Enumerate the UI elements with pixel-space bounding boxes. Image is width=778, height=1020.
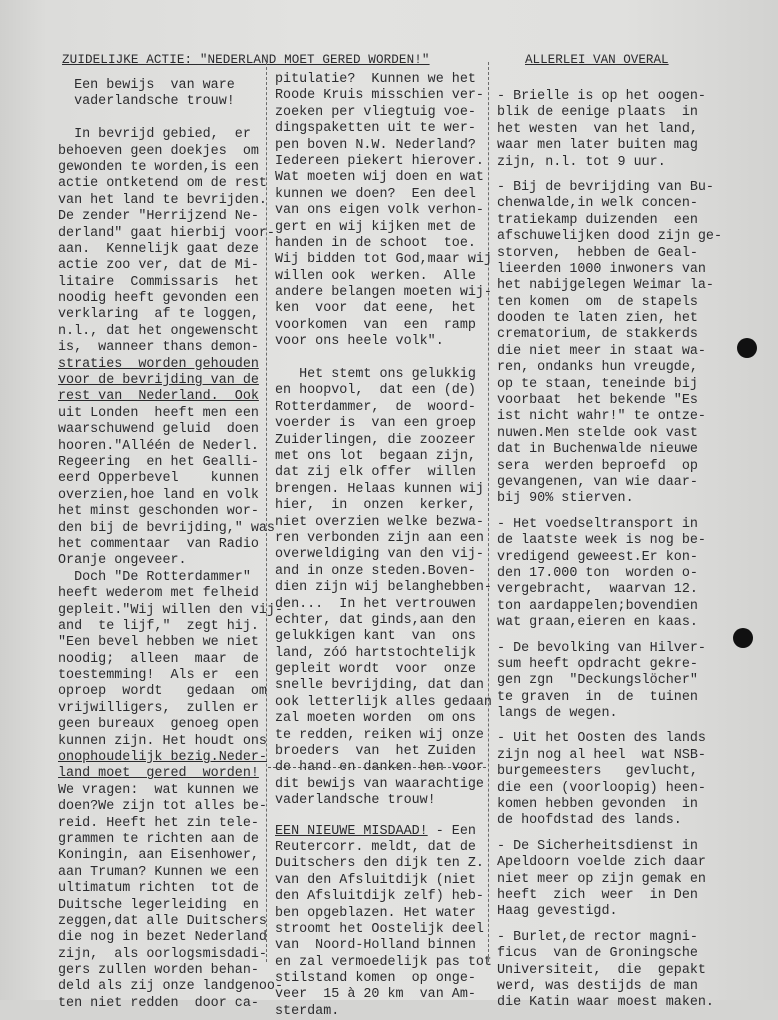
text-line: ren verbonden zijn aan een	[275, 530, 484, 546]
text-line: Doch "De Rotterdammer"	[58, 569, 251, 585]
text-line: Duitschers den dijk ten Z.	[275, 856, 484, 872]
text-line: gen zgn "Deckungslöcher"	[497, 673, 698, 689]
text-line: onophoudelijk bezig.Neder-	[58, 750, 267, 766]
text-line: niet meer op zijn gemak en	[497, 871, 706, 887]
text-line: Apeldoorn voelde zich daar	[497, 855, 706, 871]
text-line: actie ontketend om de rest	[58, 176, 267, 192]
text-line: en zal vermoedelijk pas tot	[275, 954, 492, 970]
text-line: rest van Nederland. Ook	[58, 389, 259, 405]
text-line: het commentaar van Radio	[58, 536, 259, 552]
text-line: voorbaat het bekende "Es	[497, 393, 698, 409]
text-line: de hoofdstad des lands.	[497, 813, 682, 829]
story-first-line	[275, 824, 490, 840]
text-line: Reutercorr. meldt, dat de	[275, 839, 476, 855]
text-line: voerder is van een groep	[275, 416, 476, 432]
text-line: ken voor dat eene, het	[275, 301, 476, 317]
text-line: afschuwelijken dood zijn ge-	[497, 229, 722, 245]
text-line: Iedereen piekert hierover.	[275, 153, 484, 169]
text-line: vergebracht, waarvan 12.	[497, 582, 698, 598]
spacer	[497, 508, 742, 517]
text-line	[275, 351, 490, 367]
text-line: komen hebben gevonden in	[497, 797, 698, 813]
text-line: Regeering en het Gealli-	[58, 454, 259, 470]
text-line: grammen te richten aan de	[58, 831, 259, 847]
text-line: zijn nog al heel wat NSB-	[497, 747, 706, 763]
news-item	[497, 89, 742, 171]
text-line: dingspaketten uit te wer-	[275, 121, 476, 137]
text-line: werd, was destijds de man	[497, 978, 698, 994]
text-line: die nog in bezet Nederland	[58, 930, 267, 946]
text-line: We vragen: wat kunnen we	[58, 782, 259, 798]
text-line: ten niet redden door ca-	[58, 995, 259, 1011]
spacer	[497, 722, 742, 731]
text-line: tratiekamp duizenden een	[497, 212, 698, 228]
text-line: brengen. Helaas kunnen wij	[275, 481, 484, 497]
text-line: Haag gevestigd.	[497, 904, 618, 920]
text-line: zal moeten worden om ons	[275, 711, 476, 727]
text-line: heeft wederom met felheid	[58, 586, 259, 602]
text-line: sterdam.	[275, 1003, 340, 1019]
text-line: den bij de bevrijding," was	[58, 520, 275, 536]
text-line: te redden, reiken wij onze	[275, 727, 484, 743]
text-line: het nabijgelegen Weimar la-	[497, 278, 714, 294]
text-line: reid. Heeft het zin tele-	[58, 815, 259, 831]
text-line: blik de eenige plaats in	[497, 105, 698, 121]
text-line: dooden te laten zien, het	[497, 311, 698, 327]
text-line: waarschuwend geluid doen	[58, 422, 259, 438]
text-line: ten komen om de stapels	[497, 294, 698, 310]
text-line: voorkomen van een ramp	[275, 317, 476, 333]
text-line: andere belangen moeten wij-	[275, 285, 492, 301]
text-line: handen in de schoot toe.	[275, 235, 476, 251]
text-line: land, zóó hartstochtelijk	[275, 645, 476, 661]
text-line: met ons lot begaan zijn,	[275, 448, 476, 464]
text-line: In bevrijd gebied, er	[58, 127, 251, 143]
text-line: vaderlandsche trouw!	[275, 793, 436, 809]
text-line: Wij bidden tot God,maar wij	[275, 252, 492, 268]
text-line: aan. Kennelijk gaat deze	[58, 241, 259, 257]
text-line: verklaring af te loggen,	[58, 307, 259, 323]
spacer	[497, 830, 742, 839]
text-line: ton aardappelen;bovendien	[497, 598, 698, 614]
text-line: - De bevolking van Hilver-	[497, 640, 706, 656]
text-line: ook letterlijk alles gedaan	[275, 694, 492, 710]
spacer	[497, 632, 742, 641]
text-line: actie zoo ver, dat de Mi-	[58, 258, 259, 274]
text-line: van Noord-Holland binnen	[275, 938, 476, 954]
text-line: Koningin, aan Eisenhower,	[58, 848, 259, 864]
text-line: De zender "Herrijzend Ne-	[58, 209, 259, 225]
text-line: van het land te bevrijden.	[58, 192, 267, 208]
text-line: Oranje ongeveer.	[58, 553, 187, 569]
text-line: - Het voedseltransport in	[497, 516, 698, 532]
news-item	[497, 641, 742, 723]
text-line: voor ons heele volk".	[275, 334, 444, 350]
text-line: and in onze steden.Boven-	[275, 563, 476, 579]
text-line: n.l., dat het ongewenscht	[58, 323, 259, 339]
text-line: niet overzien welke bezwa-	[275, 514, 484, 530]
text-line: gers zullen worden behan-	[58, 963, 259, 979]
text-line: is, wanneer thans demon-	[58, 340, 259, 356]
text-line: pitulatie? Kunnen we het	[275, 72, 476, 87]
text-line: echter, dat ginds,aan den	[275, 612, 476, 628]
text-line: chenwalde,in welk concen-	[497, 196, 698, 212]
text-line: ficus van de Groningsche	[497, 946, 698, 962]
text-line: vaderlandsche trouw!	[58, 94, 235, 110]
text-line: Roode Kruis misschien ver-	[275, 88, 484, 104]
text-line: stroomt het Oostelijk deel	[275, 921, 484, 937]
spacer	[497, 921, 742, 930]
news-item	[497, 930, 742, 1012]
text-line: pen boven N.W. Nederland?	[275, 137, 476, 153]
article-headline: ZUIDELIJKE ACTIE: "NEDERLAND MOET GERED WORDEN!"	[62, 53, 430, 67]
text-line: het westen van het land,	[497, 121, 698, 137]
story-text: - Een	[427, 823, 476, 839]
text-line: den 17.000 ton worden o-	[497, 565, 698, 581]
text-line: uit Londen heeft men een	[58, 405, 259, 421]
text-line: dien zijn wij belanghebben-	[275, 580, 492, 596]
text-line: dat in Buchenwalde nieuwe	[497, 442, 698, 458]
text-line: het minst geschonden wor-	[58, 504, 259, 520]
text-line: vredigend geweest.Er kon-	[497, 549, 698, 565]
text-line: zijn, n.l. tot 9 uur.	[497, 154, 666, 170]
text-line: zeggen,dat alle Duitschers	[58, 913, 267, 929]
text-line: snelle bevrijding, dat dan	[275, 678, 484, 694]
text-line: bij 90% stierven.	[497, 491, 634, 507]
text-line: van ons eigen volk verhon-	[275, 203, 484, 219]
text-line: gevangenen, van wie daar-	[497, 474, 698, 490]
text-line: zijn, als oorlogsmisdadi-	[58, 946, 267, 962]
column-1	[58, 78, 283, 1012]
text-line: noodig; alleen maar de	[58, 651, 259, 667]
spacer	[497, 171, 742, 180]
text-line: Duitsche legerleiding en	[58, 897, 259, 913]
text-line: - Brielle is op het oogen-	[497, 89, 706, 104]
text-line: Wat moeten wij doen en wat	[275, 170, 484, 186]
text-line: kunnen we doen? Een deel	[275, 186, 476, 202]
text-line: behoeven geen doekjes om	[58, 143, 259, 159]
text-line: eerd Opperbevel kunnen	[58, 471, 259, 487]
text-line: overzien,hoe land en volk	[58, 487, 259, 503]
punch-hole	[737, 338, 757, 358]
news-item	[497, 517, 742, 632]
text-line: broeders van het Zuiden	[275, 744, 476, 760]
text-line: gepleit wordt voor onze	[275, 662, 476, 678]
text-line: oproep wordt gedaan om	[58, 684, 267, 700]
column-2	[275, 72, 490, 1020]
text-line: sum heeft opdracht gekre-	[497, 656, 698, 672]
section-headline: ALLERLEI VAN OVERAL	[525, 53, 669, 67]
text-line: aan Truman? Kunnen we een	[58, 864, 259, 880]
text-line: dit bewijs van waarachtige	[275, 776, 484, 792]
text-line: willen ook werken. Alle	[275, 268, 476, 284]
news-item	[497, 839, 742, 921]
text-line: ist nicht wahr!" te ontze-	[497, 409, 706, 425]
text-line: de laatste week is nog be-	[497, 533, 706, 549]
text-line: dat zij elk offer willen	[275, 465, 476, 481]
text-line: zoeken per vliegtuig voe-	[275, 104, 476, 120]
text-line: den... In het vertrouwen	[275, 596, 476, 612]
text-line: de hand en danken hen voor	[275, 760, 484, 776]
text-line: die Katin waar moest maken.	[497, 995, 714, 1011]
text-line: stilstand komen op onge-	[275, 971, 476, 987]
text-line: van den Afsluitdijk (niet	[275, 872, 476, 888]
text-line: overweldiging van den vij-	[275, 547, 484, 563]
text-line: kunnen zijn. Het houdt ons	[58, 733, 267, 749]
text-line: crematorium, de stakkerds	[497, 327, 698, 343]
text-line: sera werden beproefd op	[497, 458, 698, 474]
text-line: - Uit het Oosten des lands	[497, 731, 706, 747]
text-line: die niet meer in staat wa-	[497, 343, 706, 359]
text-line: straties worden gehouden	[58, 356, 259, 372]
text-line: Het stemt ons gelukkig	[275, 367, 476, 383]
text-line: lieerden 1000 inwoners van	[497, 261, 706, 277]
text-line: Universiteit, die gepakt	[497, 962, 706, 978]
text-line: hier, in onzen kerker,	[275, 498, 476, 514]
text-line: derland" gaat hierbij voor-	[58, 225, 275, 241]
text-line: ren, ondanks hun vreugde,	[497, 360, 698, 376]
text-line: "Een bevel hebben we niet	[58, 635, 259, 651]
text-line: and te lijf," zegt hij.	[58, 618, 259, 634]
text-line: ben opgeblazen. Het water	[275, 905, 476, 921]
text-line: die een (voorloopig) heen-	[497, 780, 706, 796]
spacer	[275, 810, 490, 824]
text-line: Zuiderlingen, die zoozeer	[275, 432, 476, 448]
text-line: en hoopvol, dat een (de)	[275, 383, 476, 399]
text-line: voor de bevrijding van de	[58, 373, 259, 389]
text-line: waar men later buiten mag	[497, 138, 698, 154]
text-line: te graven in de tuinen	[497, 689, 698, 705]
text-line: Een bewijs van ware	[58, 78, 235, 93]
text-line: land moet gered worden!	[58, 766, 259, 782]
text-line: vrijwilligers, zullen er	[58, 700, 259, 716]
text-line: veer 15 à 20 km van Am-	[275, 987, 476, 1003]
text-line: op te staan, teneinde bij	[497, 376, 698, 392]
text-line: doen?We zijn tot alles be-	[58, 799, 267, 815]
news-item	[497, 731, 742, 829]
news-item	[497, 180, 742, 508]
text-line: - De Sicherheitsdienst in	[497, 838, 698, 854]
text-line: burgemeesters gevlucht,	[497, 764, 698, 780]
text-line: - Burlet,de rector magni-	[497, 929, 698, 945]
text-line: storven, hebben de Geal-	[497, 245, 698, 261]
story-heading: EEN NIEUWE MISDAAD!	[275, 823, 428, 839]
text-line: den Afsluitdijk zelf) heb-	[275, 889, 484, 905]
text-line: gewonden te worden,is een	[58, 159, 259, 175]
text-line: toestemming! Als er een	[58, 668, 259, 684]
punch-hole	[733, 628, 753, 648]
text-line: ultimatum richten tot de	[58, 881, 259, 897]
column-3	[497, 89, 742, 1012]
text-line: heeft zich weer in Den	[497, 887, 698, 903]
text-line: langs de wegen.	[497, 706, 618, 722]
text-line: gert en wij kijken met de	[275, 219, 476, 235]
text-line: deld als zij onze landgenoo-	[58, 979, 283, 995]
text-line: litaire Commissaris het	[58, 274, 259, 290]
text-line: nuwen.Men stelde ook vast	[497, 425, 698, 441]
text-line: noodig heeft gevonden een	[58, 291, 259, 307]
text-line: Rotterdammer, de woord-	[275, 399, 476, 415]
text-line: gelukkigen kant van ons	[275, 629, 476, 645]
text-line: - Bij de bevrijding van Bu-	[497, 179, 714, 195]
text-line: geen bureaux genoeg open	[58, 717, 259, 733]
text-line: wat graan,eieren en kaas.	[497, 615, 698, 631]
text-line	[58, 111, 263, 127]
text-line: hooren."Alléén de Nederl.	[58, 438, 259, 454]
text-line: gepleit."Wij willen den vij-	[58, 602, 283, 618]
